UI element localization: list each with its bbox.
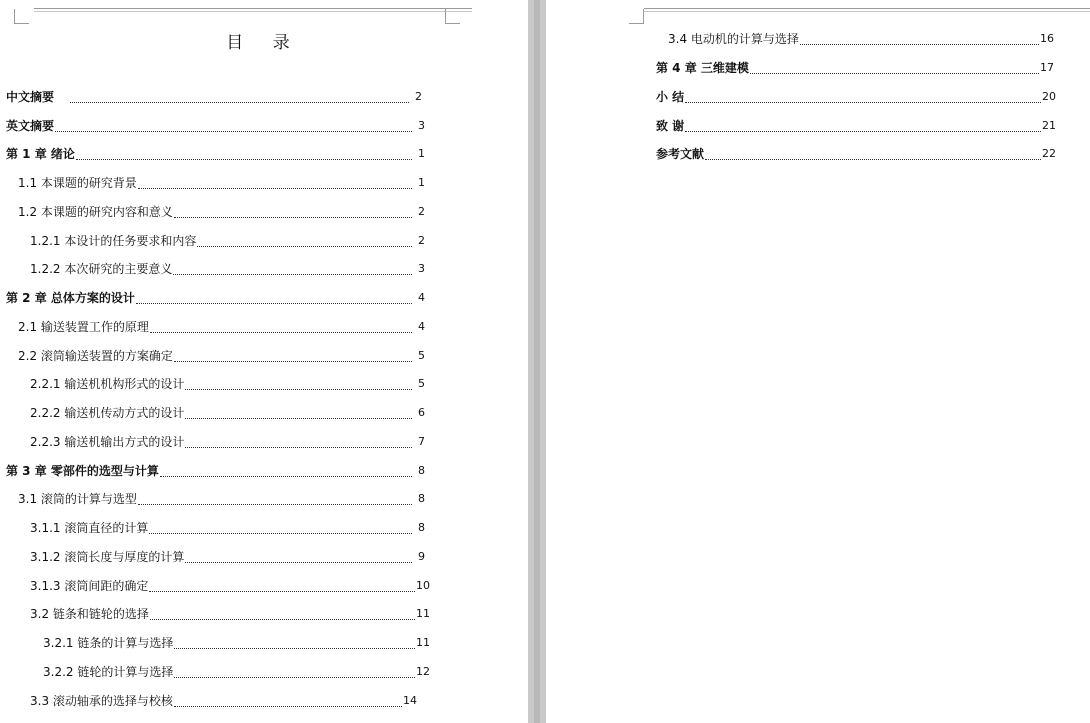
toc-page-number: 2	[415, 90, 422, 103]
toc-page-number: 22	[1042, 147, 1056, 160]
toc-entry-label: 2.2.3 输送机输出方式的设计	[30, 435, 185, 449]
dot-leader	[55, 130, 412, 132]
header-rule-secondary	[644, 11, 1090, 12]
dot-leader	[70, 101, 409, 103]
toc-entry-label: 2.2.1 输送机机构形式的设计	[30, 377, 185, 391]
toc-page-number: 1	[418, 147, 425, 160]
toc-page-number: 20	[1042, 90, 1056, 103]
dot-leader	[160, 475, 412, 477]
toc-title: 目 录	[226, 33, 302, 53]
toc-page-number: 4	[418, 320, 425, 333]
toc-entry[interactable]	[656, 58, 1054, 76]
toc-page-number: 1	[418, 176, 425, 189]
crop-mark-right	[445, 9, 460, 24]
toc-page-number: 11	[416, 636, 430, 649]
toc-entry-label: 1.1 本课题的研究背景	[18, 176, 137, 190]
toc-entry[interactable]	[43, 633, 430, 651]
toc-entry[interactable]	[18, 346, 425, 364]
dot-leader	[174, 705, 402, 707]
toc-entry[interactable]	[6, 144, 425, 162]
toc-entry[interactable]	[30, 604, 430, 622]
header-rule-secondary	[34, 11, 472, 12]
toc-entry[interactable]	[30, 374, 425, 392]
toc-page-number: 5	[418, 377, 425, 390]
toc-entry[interactable]	[656, 116, 1056, 134]
toc-entry[interactable]	[18, 317, 425, 335]
toc-entry[interactable]	[30, 518, 425, 536]
toc-page-number: 5	[418, 349, 425, 362]
crop-mark-left	[14, 9, 29, 24]
toc-page-number: 17	[1040, 61, 1054, 74]
toc-page-number: 14	[403, 694, 417, 707]
toc-page-number: 16	[1040, 32, 1054, 45]
toc-entry[interactable]	[6, 461, 425, 479]
crop-mark-left	[629, 9, 644, 24]
toc-entry[interactable]	[30, 547, 425, 565]
toc-entry-label: 小 结	[656, 90, 685, 104]
toc-entry-label: 第 2 章 总体方案的设计	[6, 291, 135, 305]
toc-entry-label: 3.1 滚筒的计算与选型	[18, 492, 137, 506]
dot-leader	[174, 360, 412, 362]
dot-leader	[197, 245, 412, 247]
toc-entry-label: 参考文献	[656, 147, 705, 161]
toc-entry[interactable]	[43, 662, 430, 680]
toc-page-number: 7	[418, 435, 425, 448]
dot-leader	[750, 72, 1039, 74]
toc-entry[interactable]	[30, 576, 430, 594]
toc-entry[interactable]	[30, 259, 425, 277]
toc-entry-label: 2.1 输送装置工作的原理	[18, 320, 149, 334]
toc-entry-label: 3.1.2 滚筒长度与厚度的计算	[30, 550, 185, 564]
toc-entry-label: 3.1.3 滚筒间距的确定	[30, 579, 149, 593]
dot-leader	[76, 158, 412, 160]
document-page-right	[546, 0, 1090, 723]
dot-leader	[138, 503, 412, 505]
dot-leader	[185, 417, 412, 419]
toc-entry-label: 2.2.2 输送机传动方式的设计	[30, 406, 185, 420]
toc-entry-label: 1.2.2 本次研究的主要意义	[30, 262, 173, 276]
document-page-left	[0, 0, 528, 723]
toc-entry-label: 第 3 章 零部件的选型与计算	[6, 464, 159, 478]
toc-entry-label: 致 谢	[656, 119, 685, 133]
dot-leader	[800, 43, 1039, 45]
toc-entry-label: 1.2.1 本设计的任务要求和内容	[30, 234, 197, 248]
toc-page-number: 3	[418, 119, 425, 132]
toc-entry-label: 第 4 章 三维建模	[656, 61, 749, 75]
toc-page-number: 2	[418, 205, 425, 218]
toc-page-number: 3	[418, 262, 425, 275]
toc-entry-label: 3.1.1 滚筒直径的计算	[30, 521, 149, 535]
toc-entry-label: 英文摘要	[6, 119, 55, 133]
toc-page-number: 8	[418, 492, 425, 505]
toc-entry-label: 3.2.1 链条的计算与选择	[43, 636, 174, 650]
toc-entry-label: 3.2.2 链轮的计算与选择	[43, 665, 174, 679]
toc-page-number: 9	[418, 550, 425, 563]
dot-leader	[705, 158, 1041, 160]
header-rule	[34, 8, 472, 9]
toc-page-number: 10	[416, 579, 430, 592]
dot-leader	[185, 446, 412, 448]
toc-entry[interactable]	[6, 87, 422, 105]
dot-leader	[685, 130, 1041, 132]
toc-entry-label: 1.2 本课题的研究内容和意义	[18, 205, 173, 219]
dot-leader	[150, 618, 415, 620]
toc-entry[interactable]	[30, 691, 417, 709]
dot-leader	[138, 187, 412, 189]
toc-entry-label: 3.2 链条和链轮的选择	[30, 607, 149, 621]
dot-leader	[685, 101, 1041, 103]
dot-leader	[149, 532, 412, 534]
toc-page-number: 12	[416, 665, 430, 678]
header-rule	[644, 8, 1090, 9]
dot-leader	[185, 388, 412, 390]
toc-page-number: 21	[1042, 119, 1056, 132]
toc-page-number: 8	[418, 521, 425, 534]
toc-entry[interactable]	[18, 202, 425, 220]
toc-page-number: 8	[418, 464, 425, 477]
toc-entry[interactable]	[30, 432, 425, 450]
dot-leader	[185, 561, 412, 563]
toc-entry[interactable]	[18, 173, 425, 191]
page-separator	[534, 0, 540, 723]
toc-page-number: 11	[416, 607, 430, 620]
toc-entry-label: 第 1 章 绪论	[6, 147, 75, 161]
dot-leader	[174, 647, 415, 649]
dot-leader	[136, 302, 412, 304]
toc-page-number: 4	[418, 291, 425, 304]
toc-entry[interactable]	[6, 288, 425, 306]
dot-leader	[174, 216, 412, 218]
toc-entry[interactable]	[6, 116, 425, 134]
toc-entry-label: 3.3 滚动轴承的选择与校核	[30, 694, 173, 708]
toc-entry[interactable]	[656, 144, 1056, 162]
toc-entry-label: 2.2 滚筒输送装置的方案确定	[18, 349, 173, 363]
dot-leader	[149, 590, 415, 592]
toc-entry-label: 中文摘要	[6, 90, 55, 104]
toc-entry[interactable]	[656, 87, 1056, 105]
toc-entry[interactable]	[30, 231, 425, 249]
toc-page-number: 2	[418, 234, 425, 247]
toc-page-number: 6	[418, 406, 425, 419]
dot-leader	[174, 676, 415, 678]
toc-entry[interactable]	[18, 489, 425, 507]
toc-entry[interactable]	[668, 29, 1054, 47]
toc-entry[interactable]	[30, 403, 425, 421]
dot-leader	[150, 331, 412, 333]
toc-entry-label: 3.4 电动机的计算与选择	[668, 32, 799, 46]
dot-leader	[173, 273, 412, 275]
